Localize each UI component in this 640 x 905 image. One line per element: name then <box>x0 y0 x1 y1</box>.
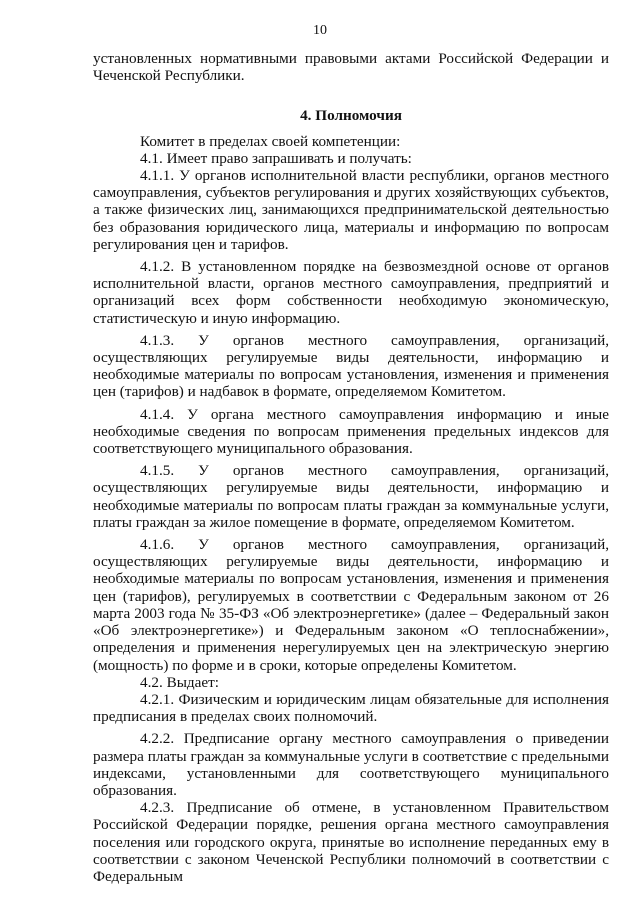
paragraph-4-2-1: 4.2.1. Физическим и юридическим лицам обязательные для исполнения предписания в пределах своих полномочий. <box>93 690 609 726</box>
paragraph-4-2-3: 4.2.3. Предписание об отмене, в установленном Правительством Российской Федерации порядке, решения органа местного самоуправления поселения или городского округа, принятые во исполнение переданных ему в соответствии с законом Чеченской Республики полномочий в соответствии с Федеральным <box>93 799 609 885</box>
paragraph-4-1: 4.1. Имеет право запрашивать и получать: <box>140 149 412 167</box>
paragraph-4-2-2: 4.2.2. Предписание органу местного самоуправления о приведении размера платы граждан за коммунальные услуги в соответствие с предельными индексами, установленными для соответствующего муниципального образования. <box>93 730 609 799</box>
section-title: 4. Полномочия <box>300 107 402 125</box>
document-body <box>93 50 609 885</box>
paragraph-4-2: 4.2. Выдает: <box>140 673 219 691</box>
paragraph-4-1-2: 4.1.2. В установленном порядке на безвозмездной основе от органов исполнительной власти, органов местного самоуправления, предприятий и организаций всех форм собственности необходимую экономическую, статистическую и иную информацию. <box>93 258 609 327</box>
paragraph-4-1-6: 4.1.6. У органов местного самоуправления, организаций, осуществляющих регулируемые виды деятельности, информацию и необходимые материалы по вопросам установления, изменения и применения цен (тарифов), регулируемых в соответствии с Федеральным законом от 26 марта 2003 года № 35-ФЗ «Об электроэнергетике» (далее – Федеральный закон «Об электроэнергетике») и Федеральным законом «О теплоснабжении», определения и применения нерегулируемых цен на электрическую энергию (мощность) по форме и в сроки, которые определены Комитетом. <box>93 536 609 674</box>
intro-paragraph: установленных нормативными правовыми актами Российской Федерации и Чеченской Республики. <box>93 50 609 85</box>
paragraph-intro: Комитет в пределах своей компетенции: <box>140 132 401 150</box>
page-number: 10 <box>313 23 327 38</box>
paragraph-4-1-3: 4.1.3. У органов местного самоуправления, организаций, осуществляющих регулируемые виды деятельности, информацию и необходимые материалы по вопросам установления, изменения и применения цен (тарифов) и надбавок в формате, определяемом Комитетом. <box>93 331 609 401</box>
paragraph-4-1-1: 4.1.1. У органов исполнительной власти республики, органов местного самоуправления, субъектов регулирования и других хозяйствующих субъектов, а также физических лиц, занимающихся предпринимательской деятельностью без образования юридического лица, материалы и информацию по вопросам регулирования цен и тарифов. <box>93 167 609 253</box>
paragraph-4-1-4: 4.1.4. У органа местного самоуправления информацию и иные необходимые сведения по вопросам применения предельных индексов для соответствующего муниципального образования. <box>93 405 609 458</box>
paragraph-4-1-5: 4.1.5. У органов местного самоуправления, организаций, осуществляющих регулируемые виды деятельности, информацию и необходимые материалы по вопросам платы граждан за коммунальные услуги, платы граждан за жилое помещение в формате, определяемом Комитетом. <box>93 462 609 531</box>
